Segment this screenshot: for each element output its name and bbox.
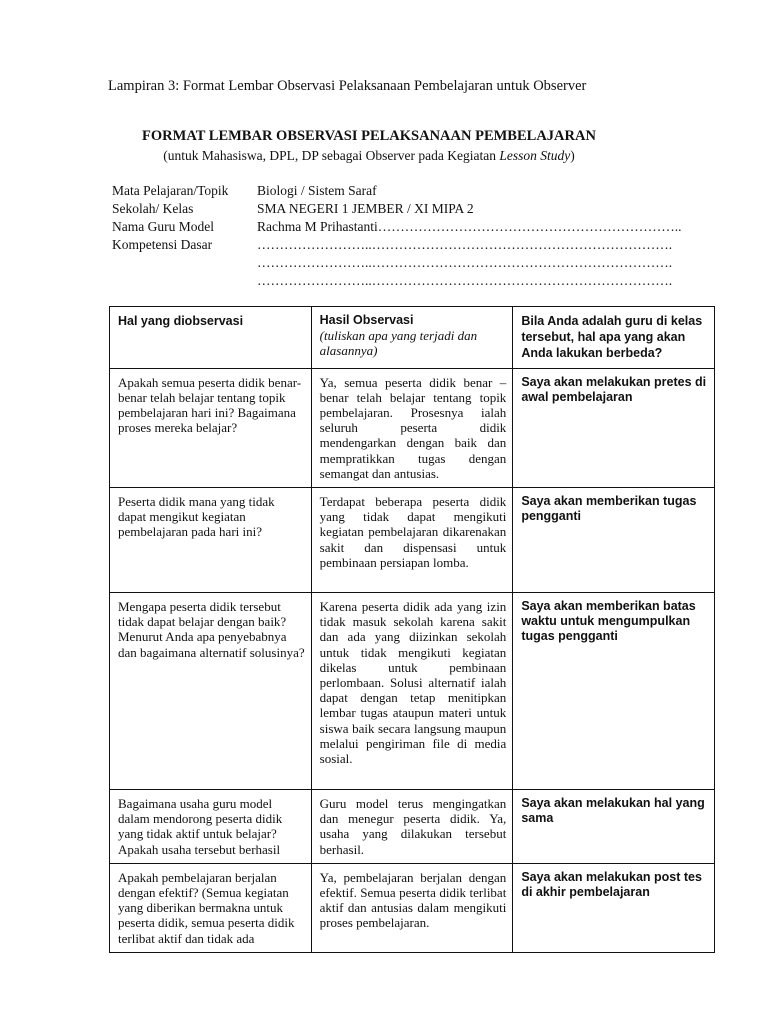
info-row-sekolah bbox=[112, 200, 717, 218]
suggestion-cell: Saya akan memberikan tugas pengganti bbox=[513, 488, 715, 593]
header-observed bbox=[110, 307, 312, 369]
table-row bbox=[110, 368, 715, 487]
mapel-label: Mata Pelajaran/Topik bbox=[112, 183, 229, 198]
answer-cell: Karena peserta didik ada yang izin tidak masuk sekolah karena sakit dan ada yang diizinkan sekolah untuk tidak mengikuti kegiatan dikelas untuk pembinaan perlombaan. Solusi alternatif ialah dapat dengan tetap menitipkan lembar tugas ataupun materi untuk siswa baik secara langsung maupun melalui pengiriman file di media sosial. bbox=[311, 593, 513, 790]
table-row bbox=[110, 790, 715, 864]
question-cell: Apakah pembelajaran berjalan dengan efektif? (Semua kegiatan yang diberikan bermakna untuk peserta didik, semua peserta didik terlibat aktif dan tidak ada bbox=[110, 863, 312, 952]
guru-label: Nama Guru Model bbox=[112, 219, 214, 234]
kd-spacer bbox=[112, 254, 257, 272]
subtitle-prefix: (untuk Mahasiswa, DPL, DP sebagai Observer pada Kegiatan bbox=[163, 148, 500, 163]
kd-spacer-2 bbox=[112, 272, 257, 290]
answer-cell: Terdapat beberapa peserta didik yang tidak dapat mengikuti kegiatan pembelajaran dikarenakan sakit dan dispensasi untuk pembinaan persiapan lomba. bbox=[311, 488, 513, 593]
question-cell: Mengapa peserta didik tersebut tidak dapat belajar dengan baik? Menurut Anda apa penyebabnya dan bagaimana alternatif solusinya? bbox=[110, 593, 312, 790]
kd-label: Kompetensi Dasar bbox=[112, 237, 213, 252]
identity-block bbox=[112, 182, 717, 290]
header-result-hint: (tuliskan apa yang terjadi dan alasannya) bbox=[319, 328, 478, 359]
suggestion-cell: Saya akan melakukan post tes di akhir pembelajaran bbox=[513, 863, 715, 952]
suggestion-cell: Saya akan memberikan batas waktu untuk mengumpulkan tugas pengganti bbox=[513, 593, 715, 790]
header-result bbox=[311, 307, 513, 369]
kd-line-2: ……………………..…………………………………………………………. bbox=[257, 255, 673, 270]
info-row-mapel bbox=[112, 182, 717, 200]
mapel-value: Biologi / Sistem Saraf bbox=[257, 183, 377, 198]
header-alternative bbox=[513, 307, 715, 369]
document-title: FORMAT LEMBAR OBSERVASI PELAKSANAAN PEMBELAJARAN bbox=[142, 128, 596, 144]
question-cell: Apakah semua peserta didik benar-benar telah belajar tentang topik pembelajaran hari ini? Bagaimana proses mereka belajar? bbox=[110, 368, 312, 487]
document-subtitle bbox=[0, 148, 738, 164]
question-cell: Peserta didik mana yang tidak dapat mengikut kegiatan pembelajaran pada hari ini? bbox=[110, 488, 312, 593]
kd-line-1: ……………………..…………………………………………………………. bbox=[257, 237, 673, 252]
table-header-row bbox=[110, 307, 715, 369]
guru-value: Rachma M Prihastanti………………………………………………………….. bbox=[257, 219, 682, 234]
table-row bbox=[110, 488, 715, 593]
table-row bbox=[110, 593, 715, 790]
kd-line-3: ……………………..…………………………………………………………. bbox=[257, 273, 673, 288]
sekolah-label: Sekolah/ Kelas bbox=[112, 201, 194, 216]
subtitle-suffix: ) bbox=[570, 148, 575, 163]
answer-cell: Guru model terus mengingatkan dan menegur peserta didik. Ya, usaha yang dilakukan tersebut berhasil. bbox=[311, 790, 513, 864]
sekolah-value: SMA NEGERI 1 JEMBER / XI MIPA 2 bbox=[257, 201, 474, 216]
observation-table bbox=[109, 306, 715, 953]
info-row-kd bbox=[112, 236, 717, 254]
answer-cell: Ya, semua peserta didik benar – benar telah belajar tentang topik pembelajaran. Prosesnya ialah seluruh peserta didik mendengarkan dengan baik dan mempratikkan tugas dengan semangat dan antusias. bbox=[311, 368, 513, 487]
question-cell: Bagaimana usaha guru model dalam mendorong peserta didik yang tidak aktif untuk belajar? Apakah usaha tersebut berhasil bbox=[110, 790, 312, 864]
header-observed-label: Hal yang diobservasi bbox=[118, 314, 244, 328]
suggestion-cell: Saya akan melakukan pretes di awal pembelajaran bbox=[513, 368, 715, 487]
info-row-guru bbox=[112, 218, 717, 236]
info-row-kd-3 bbox=[112, 272, 717, 290]
appendix-caption: Lampiran 3: Format Lembar Observasi Pelaksanaan Pembelajaran untuk Observer bbox=[108, 78, 587, 94]
answer-cell: Ya, pembelajaran berjalan dengan efektif. Semua peserta didik terlibat aktif dan antusias dalam mengikuti proses pembelajaran. bbox=[311, 863, 513, 952]
info-row-kd-2 bbox=[112, 254, 717, 272]
header-alternative-label: Bila Anda adalah guru di kelas tersebut, hal apa yang akan Anda lakukan berbeda? bbox=[521, 314, 703, 361]
suggestion-cell: Saya akan melakukan hal yang sama bbox=[513, 790, 715, 864]
header-result-label: Hasil Observasi bbox=[319, 313, 414, 327]
table-row bbox=[110, 863, 715, 952]
subtitle-italic: Lesson Study bbox=[499, 148, 571, 163]
